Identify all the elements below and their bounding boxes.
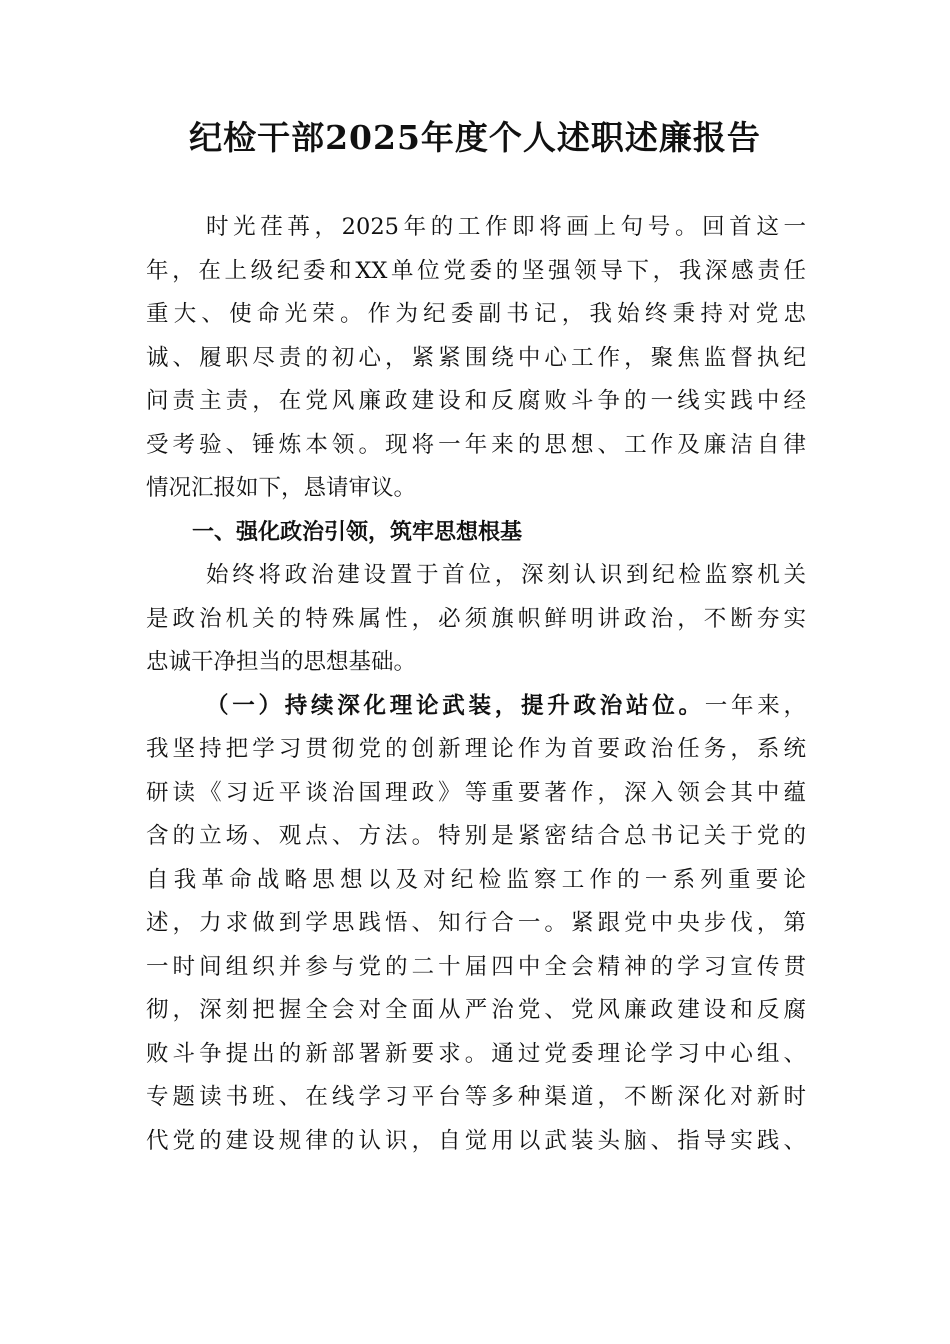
subsection-line: 自我革命战略思想以及对纪检监察工作的一系列重要论 xyxy=(146,866,806,893)
intro-line: 诚、履职尽责的初心，紧紧围绕中心工作，聚焦监督执纪 xyxy=(146,344,806,371)
subsection-first-rest: 一年来， xyxy=(704,692,806,719)
intro-line: 时光荏苒，2025年的工作即将画上句号。回首这一 xyxy=(206,214,806,240)
intro-line: 重大、使命光荣。作为纪委副书记，我始终秉持对党忠 xyxy=(146,301,806,327)
intro-line: 年，在上级纪委和XX单位党委的坚强领导下，我深感责任 xyxy=(146,257,806,284)
subsection-line: 述，力求做到学思践悟、知行合一。紧跟党中央步伐，第 xyxy=(146,910,806,936)
subsection-line: 一时间组织并参与党的二十届四中全会精神的学习宣传贯 xyxy=(146,953,806,980)
intro-line: 受考验、锤炼本领。现将一年来的思想、工作及廉洁自律 xyxy=(146,431,806,458)
section-heading: 一、强化政治引领，筑牢思想根基 xyxy=(192,519,523,545)
section-paragraph xyxy=(146,554,806,685)
intro-line: 情况汇报如下，恳请审议。 xyxy=(146,475,417,501)
intro-line: 问责主责，在党风廉政建设和反腐败斗争的一线实践中经 xyxy=(146,388,806,414)
document-body xyxy=(146,206,806,1163)
subsection-line: 彻，深刻把握全会对全面从严治党、党风廉政建设和反腐 xyxy=(146,997,806,1023)
section-line: 始终将政治建设置于首位，深刻认识到纪检监察机关 xyxy=(206,562,806,588)
subsection-line: 含的立场、观点、方法。特别是紧密结合总书记关于党的 xyxy=(146,823,806,849)
subsection-line: 专题读书班、在线学习平台等多种渠道，不断深化对新时 xyxy=(146,1084,806,1110)
subsection-heading: （一）持续深化理论武装，提升政治站位。 xyxy=(206,692,705,719)
subsection-first-line xyxy=(146,685,806,729)
subsection-line: 研读《习近平谈治国理政》等重要著作，深入领会其中蕴 xyxy=(146,779,806,806)
document-title: 纪检干部2025年度个人述职述廉报告 xyxy=(189,118,761,157)
section-line: 是政治机关的特殊属性，必须旗帜鲜明讲政治，不断夯实 xyxy=(146,605,806,632)
subsection-line: 代党的建设规律的认识，自觉用以武装头脑、指导实践、 xyxy=(146,1127,806,1154)
section-line: 忠诚干净担当的思想基础。 xyxy=(146,649,417,675)
subsection-line: 我坚持把学习贯彻党的创新理论作为首要政治任务，系统 xyxy=(146,736,806,762)
subsection-line: 败斗争提出的新部署新要求。通过党委理论学习中心组、 xyxy=(146,1040,806,1067)
subsection-paragraph xyxy=(146,685,806,1164)
intro-paragraph xyxy=(146,206,806,511)
